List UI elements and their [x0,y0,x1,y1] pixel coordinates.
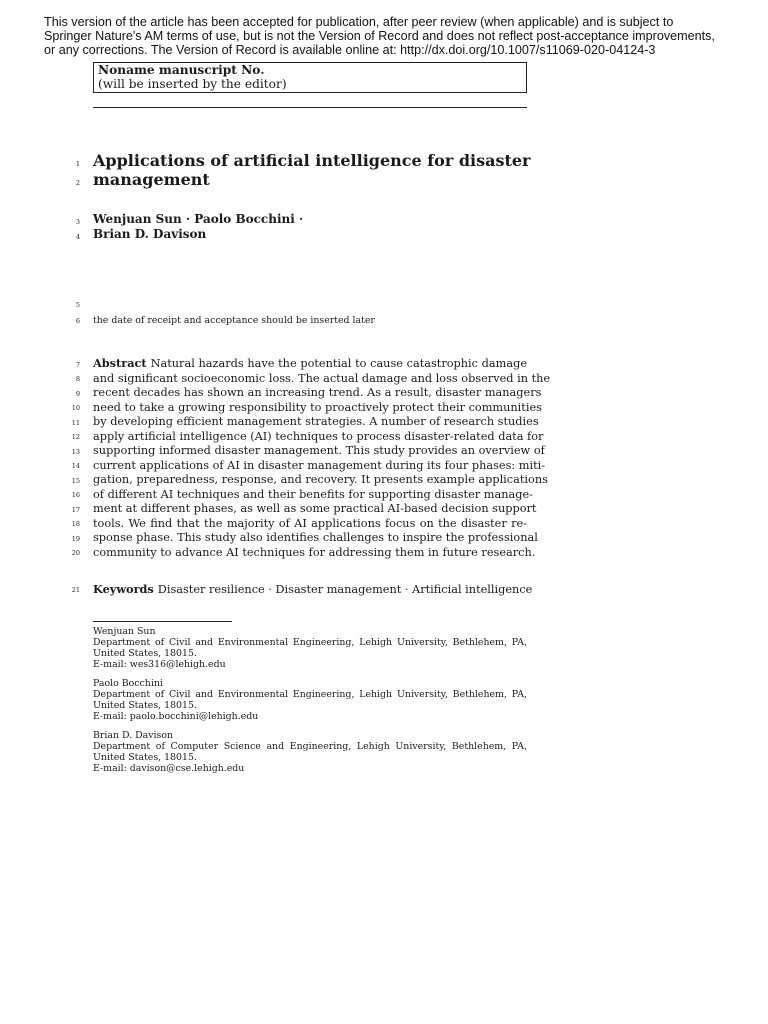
line-number: 9 [75,390,80,398]
receipt-note: the date of receipt and acceptance should be inserted later [93,315,375,326]
line-number: 8 [75,375,80,383]
manuscript-number: Noname manuscript No. [98,63,265,77]
manuscript-box [93,62,527,93]
abstract-line: recent decades has shown an increasing trend. As a result, disaster managers [93,386,542,399]
abstract-line: by developing efficient management strategies. A number of research studies [93,415,539,428]
abstract-line: tools. We find that the majority of AI applications focus on the disaster re- [93,516,527,530]
line-number: 7 [75,361,80,369]
manuscript-editor-note: (will be inserted by the editor) [98,77,287,91]
abstract-line: community to advance AI techniques for addressing them in future research. [93,545,536,559]
abstract-line [93,356,527,372]
affiliation-country: United States, 18015. [93,700,197,711]
authors-line-2: Brian D. Davison [93,227,207,241]
abstract-line: current applications of AI in disaster management during its four phases: miti- [93,458,546,472]
footnote-rule [93,621,232,622]
affiliation-email: E-mail: wes316@lehigh.edu [93,659,226,670]
keywords-label: Keywords [93,582,154,596]
abstract-line: need to take a growing responsibility to proactively protect their communities [93,400,542,414]
affiliation-name: Wenjuan Sun [93,626,156,637]
affiliation-department: Department of Computer Science and Engineering, Lehigh University, Bethlehem, PA, [93,741,527,752]
affiliation-country: United States, 18015. [93,752,197,763]
line-number: 17 [71,506,80,514]
abstract-line: apply artificial intelligence (AI) techniques to process disaster-related data for [93,429,544,443]
authors-line-1: Wenjuan Sun · Paolo Bocchini · [93,212,304,226]
notice-line-3: or any corrections. The Version of Record is available online at: http://dx.doi.org/10.1007/s11069-020-04124-3 [44,43,656,57]
title-line-1: Applications of artificial intelligence for disaster [93,151,531,170]
publication-notice [44,15,744,57]
line-number: 10 [71,404,80,412]
notice-line-1: This version of the article has been accepted for publication, after peer review (when applicable) and is subject to [44,15,674,29]
line-number: 6 [75,317,80,325]
line-number: 11 [71,419,80,427]
line-number: 3 [75,218,80,226]
line-number: 12 [71,433,80,441]
affiliation-email: E-mail: paolo.bocchini@lehigh.edu [93,711,259,722]
line-number: 21 [71,586,80,594]
affiliation-country: United States, 18015. [93,648,197,659]
abstract-line: sponse phase. This study also identifies challenges to inspire the professional [93,531,538,544]
affiliation-name: Paolo Bocchini [93,678,163,689]
affiliation-department: Department of Civil and Environmental Engineering, Lehigh University, Bethlehem, PA, [93,637,527,648]
abstract-label: Abstract [93,356,147,370]
line-number: 1 [75,160,80,168]
keywords [93,582,533,598]
abstract [93,356,551,560]
title-line-2: management [93,170,210,189]
paper-title [93,151,533,189]
line-number: 19 [71,535,80,543]
abstract-line: ment at different phases, as well as some practical AI-based decision support [93,502,537,515]
affiliation-email: E-mail: davison@cse.lehigh.edu [93,763,245,774]
notice-line-2: Springer Nature's AM terms of use, but is not the Version of Record and does not reflect post-acceptance improvements, [44,29,715,43]
line-number: 5 [75,301,80,309]
abstract-line: of different AI techniques and their benefits for supporting disaster manage- [93,487,533,501]
abstract-text: Natural hazards have the potential to cause catastrophic damage [150,357,527,370]
line-number: 16 [71,491,80,499]
author-list [93,212,533,242]
affiliation-department: Department of Civil and Environmental Engineering, Lehigh University, Bethlehem, PA, [93,689,527,700]
line-number: 14 [71,462,80,470]
keywords-text: Disaster resilience · Disaster management · Artificial intelligence [157,583,533,596]
line-number: 2 [75,179,80,187]
line-number: 18 [71,520,80,528]
affiliation-block [93,626,527,670]
line-number: 4 [75,233,80,241]
affiliation-block [93,730,527,774]
affiliation-block [93,678,527,722]
header-rule [93,107,527,108]
abstract-line: gation, preparedness, response, and recovery. It presents example applications [93,473,548,486]
line-number: 20 [71,549,80,557]
line-number: 13 [71,448,80,456]
abstract-line: supporting informed disaster management. This study provides an overview of [93,444,545,457]
abstract-line: and significant socioeconomic loss. The actual damage and loss observed in the [93,371,551,385]
line-number: 15 [71,477,80,485]
affiliation-name: Brian D. Davison [93,730,174,741]
